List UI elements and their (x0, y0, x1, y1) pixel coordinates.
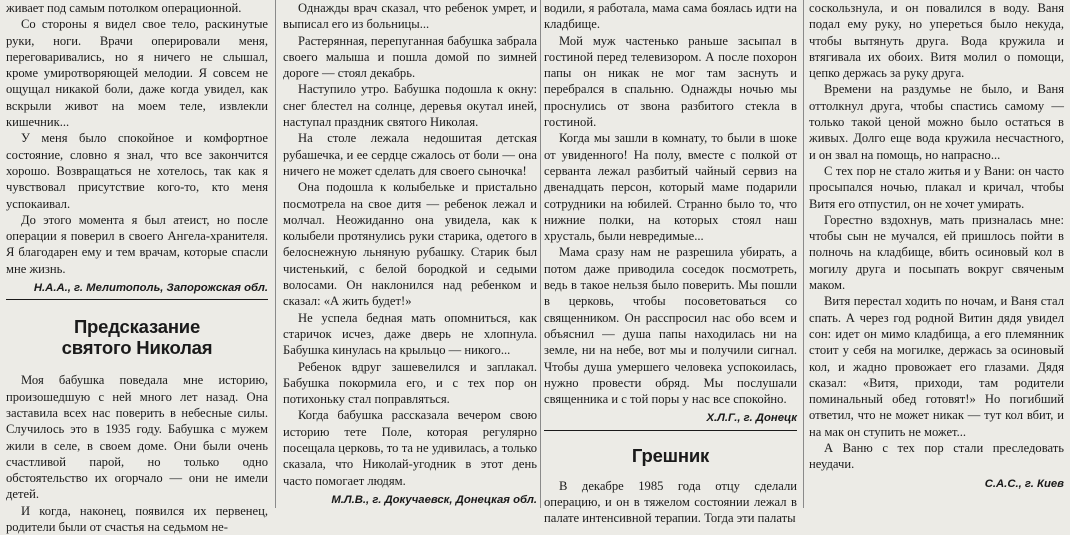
author-signature: М.Л.В., г. Докучаевск, Донецкая обл. (331, 493, 537, 506)
paragraph: С тех пор не стало житья и у Вани: он часто просыпался ночью, плакал и кричал, чтобы Витя его отпустил, он не хочет умирать. (809, 163, 1064, 211)
column-divider (275, 0, 276, 508)
headline-line: святого Николая (61, 337, 213, 359)
author-signature: Х.Л.Г., г. Донецк (544, 410, 797, 430)
author-signature: Н.А.А., г. Мелитополь, Запорожская обл. (6, 280, 268, 300)
paragraph: водили, я работала, мама сама боялась идти на кладбище. (544, 1, 797, 32)
paragraph: До этого момента я был атеист, но после операции я поверил в своего Ангела-хранителя. Я благодарен ему и тем врачам, которые спасли мне жизнь. (6, 212, 268, 276)
paragraph: А Ваню с тех пор стали преследовать неудачи. (809, 441, 1064, 472)
paragraph: Когда бабушка рассказала вечером свою историю тете Поле, которая регулярно посещала церковь, то та не удивилась, а только сказала, что Николай-угодник в этот день часто помогает людям. (283, 408, 537, 488)
paragraph: Однажды врач сказал, что ребенок умрет, и выписал его из больницы... (283, 1, 537, 32)
paragraph: На столе лежала недошитая детская рубашечка, и ее сердце сжалось от боли — она ничего не может сделать для своего сыночка! (283, 131, 537, 178)
paragraph: Горестно вздохнув, мать призналась мне: чтобы сын не мучался, ей пришлось пойти в полночь на кладбище, вбить осиновый кол в могилу друга и посыпать вокруг свяченым маком. (809, 212, 1064, 293)
paragraph: Ребенок вдруг зашевелился и заплакал. Бабушка покормила его, и с тех пор он потихоньку стал поправляться. (283, 359, 537, 407)
column-4 (809, 0, 1064, 508)
column-3 (544, 0, 797, 526)
paragraph: Не успела бедная мать опомниться, как старичок исчез, даже дверь не хлопнула. Бабушка кинулась на крыльцо — никого... (283, 310, 537, 358)
paragraph: Растерянная, перепуганная бабушка забрала своего малыша и пошла домой по зимней дороге — стоял декабрь. (283, 33, 537, 81)
paragraph: живает под самым потолком операционной. (6, 1, 242, 15)
paragraph: И когда, наконец, появился их первенец, родители были от счастья на седьмом не- (6, 503, 268, 535)
paragraph: Витя перестал ходить по ночам, и Ваня стал спать. А через год родной Витин дядя увидел сон: идет он мимо кладбища, а его племянник стоит у себя на могилке, держась за осиновый кол, и жадно провожает его глазами. Дядя сказал: «Витя, приходи, там родители поминальный обед готовят!» Но погибший ответил, что не может никак — тут кол вбит, и на мак он ступить не может... (809, 294, 1064, 439)
headline-line: Предсказание (73, 316, 201, 338)
column-1 (6, 0, 268, 535)
paragraph: Она подошла к колыбельке и пристально посмотрела на свое дитя — ребенок лежал и молчал. Неожиданно она увидела, как к колыбели протянулись руки старика, одетого в белоснежную льняную рубашку. Старик был чистенький, с белой бородкой и седыми волосами. Он наклонился над ребенком и сказал: «А жить будет!» (283, 180, 537, 309)
article-headline (6, 316, 268, 358)
paragraph: Мой муж частенько раньше засыпал в гостиной перед телевизором. А после похорон папы он никак не мог там заснуть и перебрался в спальню. Однажды ночью мы проснулись от звона разбитого стекла в гостиной. (544, 33, 797, 130)
column-divider (540, 0, 541, 508)
paragraph: соскользнула, и он повалился в воду. Ваня подал ему руку, но упереться было некуда, чтобы вытянуть друга. Вода кружила и втягивала их обоих. Витя молил о помощи, цепко держась за руку друга. (809, 1, 1064, 81)
paragraph: Когда мы зашли в комнату, то были в шоке от увиденного! На полу, вместе с полкой от серванта лежал разбитый чайный сервиз на двенадцать персон, который маме подарили сотрудники на юбилей. Странно было то, что нижние полки, на которых стоял наш хрусталь, были невредимые... (544, 131, 797, 244)
article-headline (544, 445, 797, 466)
headline-line: Грешник (631, 444, 710, 466)
author-signature: С.А.С., г. Киев (984, 477, 1064, 490)
paragraph: В декабре 1985 года отцу сделали операцию, и он в тяжелом состоянии лежал в палате интенсивной терапии. Тогда эти палаты (544, 478, 797, 526)
paragraph: У меня было спокойное и комфортное состояние, словно я знал, что все закончится хорошо. Возвращаться не хотелось, так как я чувствовал присутствие кого-то, кто меня успокаивал. (6, 131, 268, 211)
paragraph: Моя бабушка поведала мне историю, произошедшую с ней много лет назад. Она заставила всех нас поверить в небесные силы. Случилось это в 1935 году. Бабушка с мужем жили в селе, в своем доме. Они были очень счастливой парой, но только одно обстоятельство их огорчало — они не имели детей. (6, 373, 268, 502)
column-divider (803, 0, 804, 508)
column-2 (283, 0, 537, 508)
paragraph: Со стороны я видел свое тело, раскинутые руки, ноги. Врачи оперировали меня, переговаривались, но я ничего не слышал, кроме умиротворяющей мелодии. Я совсем не ощущал никакой боли, даже когда увидел, как вскрыли живот на моем теле, извлекли кишечник... (6, 17, 268, 130)
paragraph: Времени на раздумье не было, и Ваня оттолкнул друга, чтобы спастись самому — только такой ценой можно было остаться в живых. Долго еще вода кружила несчастного, и он звал на помощь, но напрасно... (809, 82, 1064, 162)
paragraph: Мама сразу нам не разрешила убирать, а потом даже приводила соседок посмотреть, ведь в такое нельзя было поверить. Мы пошли в церковь, чтобы посоветоваться со священником. Он расспросил нас обо всем и объяснил — душа папы находилась ни на земле, ни на небе, вот мы и получили сигнал. Чтобы душа умершего человека успокоилась, нужно провести обряд. Мы послушали священника и с той поры у нас все спокойно. (544, 245, 797, 407)
paragraph: Наступило утро. Бабушка подошла к окну: снег блестел на солнце, деревья окутал иней, наступал праздник святого Николая. (283, 82, 537, 130)
